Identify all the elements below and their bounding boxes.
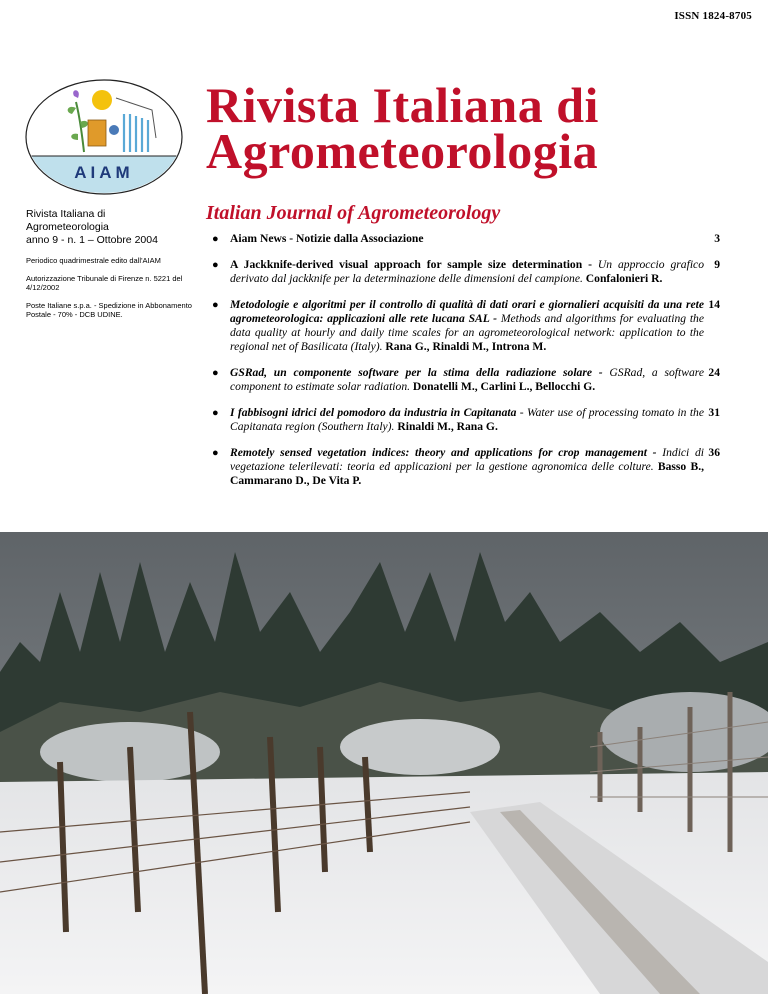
toc-page: 31	[708, 406, 720, 419]
toc-alt-title: Un approccio grafico derivato dal jackknife per la determinazione delle dimensioni del campione.	[230, 258, 704, 285]
toc-entry	[212, 366, 720, 394]
toc-page: 3	[714, 232, 720, 245]
toc-page: 24	[708, 366, 720, 379]
journal-title-line1: Rivista Italiana di	[206, 77, 599, 133]
toc-title: Remotely sensed vegetation indices: theory and applications for crop management -	[230, 446, 657, 459]
toc-page: 36	[708, 446, 720, 459]
toc-title: GSRad, un componente software per la stima della radiazione solare -	[230, 366, 603, 379]
sidebar-postal: Poste Italiane s.p.a. - Spedizione in Abbonamento Postale - 70% - DCB UDINE.	[26, 301, 192, 319]
toc-entry	[212, 406, 720, 434]
toc-authors: Rinaldi M., Rana G.	[397, 420, 498, 433]
bullet-icon: ●	[212, 367, 219, 379]
sidebar-issue: anno 9 - n. 1 – Ottobre 2004	[26, 234, 158, 246]
bullet-icon: ●	[212, 447, 219, 459]
issn-label: ISSN 1824-8705	[674, 10, 752, 22]
journal-title-line2: Agrometeorologia	[206, 123, 599, 179]
aiam-logo	[24, 78, 184, 196]
bullet-icon: ●	[212, 299, 219, 311]
bullet-icon: ●	[212, 259, 219, 271]
toc-entry	[212, 446, 720, 488]
journal-subtitle: Italian Journal of Agrometeorology	[206, 202, 501, 224]
toc-alt-title: - Water use of processing tomato in the Capitanata region (Southern Italy).	[230, 406, 704, 433]
sidebar-authorization: Autorizzazione Tribunale di Firenze n. 5221 del 4/12/2002	[26, 274, 183, 292]
toc-alt-title: GSRad, a software component to estimate solar radiation.	[230, 366, 704, 393]
journal-title	[206, 77, 599, 179]
toc-title: I fabbisogni idrici del pomodoro da industria in Capitanata	[230, 406, 517, 419]
bullet-icon: ●	[212, 407, 219, 419]
toc-page: 14	[708, 298, 720, 311]
sidebar-journal-line2: Agrometeorologia	[26, 221, 109, 233]
toc-title: A Jackknife-derived visual approach for sample size determination -	[230, 258, 592, 271]
toc-authors: Rana G., Rinaldi M., Introna M.	[385, 340, 547, 353]
toc-alt-title: Methods and algorithms for evaluating the data quality at hourly and daily time scales for an agrometeorological network: application to the regional net of Basilicata (Italy).	[230, 312, 704, 353]
toc-authors: Confalonieri R.	[585, 272, 663, 285]
toc-title: Aiam News - Notizie dalla Associazione	[230, 232, 424, 245]
table-of-contents	[212, 232, 720, 500]
toc-alt-title: Indici di vegetazione telerilevati: teoria ed applicazioni per la gestione agronomica delle colture.	[230, 446, 704, 473]
sidebar-publisher: Periodico quadrimestrale edito dall'AIAM	[26, 256, 161, 265]
bullet-icon: ●	[212, 233, 219, 245]
toc-entry	[212, 298, 720, 354]
toc-title: Metodologie e algoritmi per il controllo di qualità di dati orari e giornalieri acquisiti da una rete agrometeorologica: applicazioni alle rete lucana SAL -	[230, 298, 704, 325]
sidebar-journal-line1: Rivista Italiana di	[26, 208, 106, 220]
cover-photo	[0, 532, 768, 994]
toc-page: 9	[714, 258, 720, 271]
sidebar-info	[26, 208, 196, 319]
logo-text: AIAM	[74, 163, 134, 182]
toc-authors: Donatelli M., Carlini L., Bellocchi G.	[412, 380, 596, 393]
toc-entry	[212, 258, 720, 286]
toc-authors: Basso B., Cammarano D., De Vita P.	[230, 460, 704, 487]
toc-entry	[212, 232, 720, 246]
